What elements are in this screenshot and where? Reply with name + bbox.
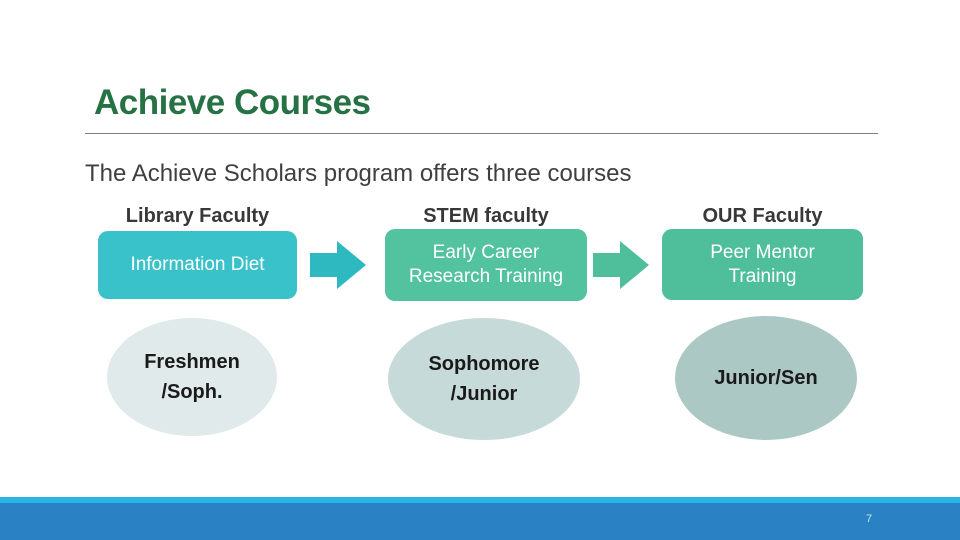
right-arrow-shape <box>310 241 366 289</box>
audience-ellipse-freshmen-soph <box>107 318 277 436</box>
course-box-information-diet <box>98 231 297 299</box>
audience-label: /Soph. <box>161 381 223 403</box>
slide-subtitle: The Achieve Scholars program offers three courses <box>85 160 632 187</box>
column-header-stem-faculty: STEM faculty <box>423 205 549 227</box>
footer-bar <box>0 503 960 540</box>
right-arrow-shape <box>593 241 649 289</box>
page-number: 7 <box>866 513 873 525</box>
course-box-label: Information Diet <box>130 254 265 276</box>
audience-label: Freshmen <box>144 351 240 373</box>
right-arrow-icon <box>593 241 649 289</box>
audience-label: /Junior <box>450 383 518 405</box>
course-box-peer-mentor-training <box>662 229 863 300</box>
course-box-label: Early Career <box>432 242 540 264</box>
column-header-library-faculty: Library Faculty <box>125 205 270 227</box>
page-title: Achieve Courses <box>94 83 371 122</box>
title-divider <box>85 133 878 134</box>
audience-label: Sophomore <box>428 353 540 375</box>
column-header-our-faculty: OUR Faculty <box>702 205 823 227</box>
course-box-early-career-research-training <box>385 229 587 301</box>
audience-label: Junior/Sen <box>714 367 818 389</box>
course-box-label: Peer Mentor <box>710 241 815 263</box>
course-box-label: Training <box>728 265 797 287</box>
audience-ellipse-junior-senior <box>675 316 857 440</box>
course-box-label: Research Training <box>408 266 564 287</box>
audience-ellipse-sophomore-junior <box>388 318 580 440</box>
right-arrow-icon <box>310 241 366 289</box>
